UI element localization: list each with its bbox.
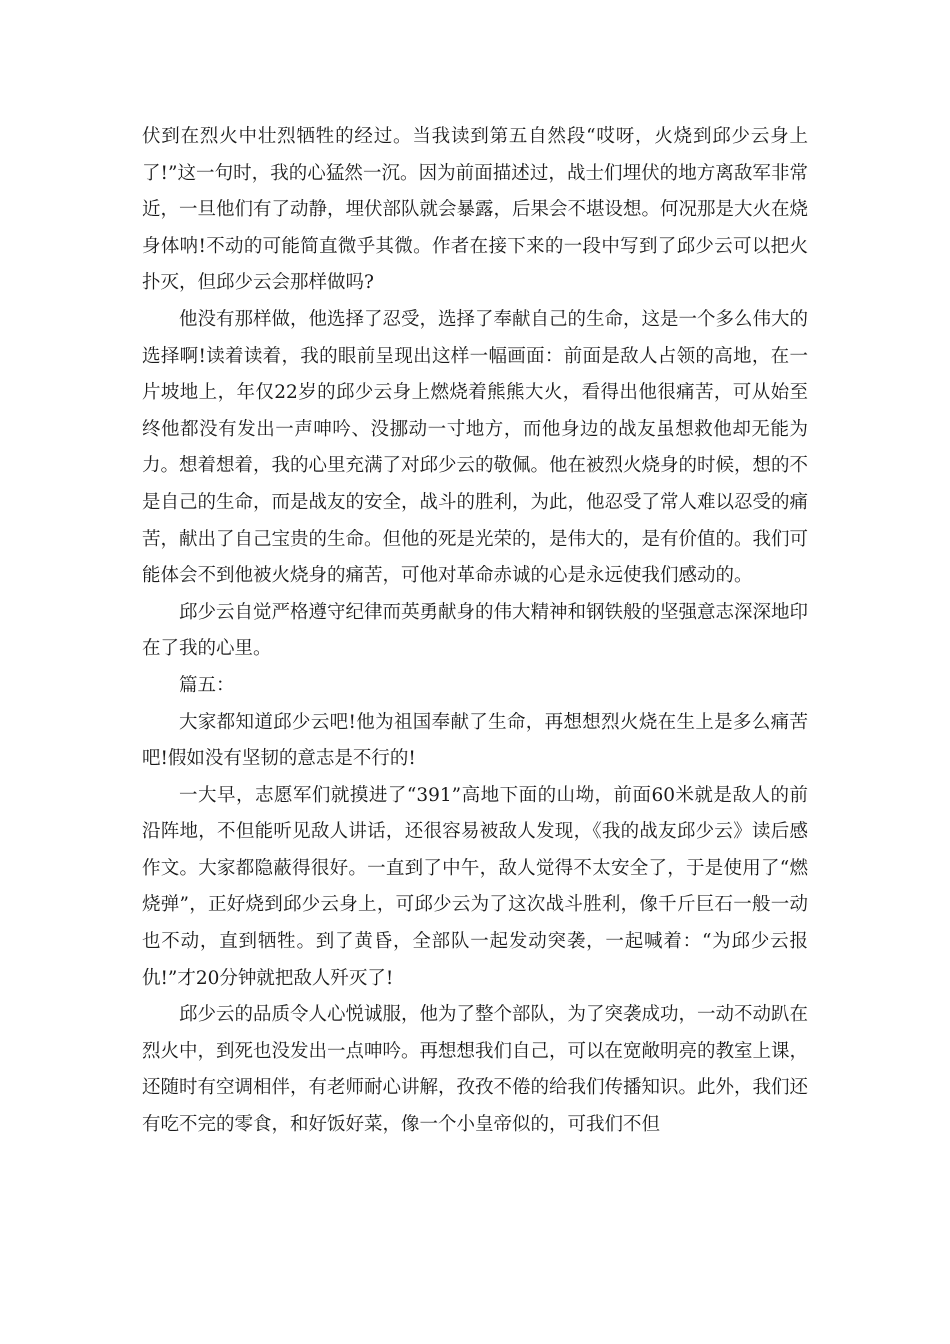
paragraph: 一大早，志愿军们就摸进了“391”高地下面的山坳，前面60米就是敌人的前沿阵地，不但能听见敌人讲话，还很容易被敌人发现，《我的战友邱少云》读后感作文。大家都隐蔽得很好。一直到了中午，敌人觉得不太安全了，于是使用了“燃烧弹”，正好烧到邱少云身上，可邱少云为了这次战斗胜利，像千斤巨石一般一动也不动，直到牺牲。到了黄昏，全部队一起发动突袭，一起喊着：“为邱少云报仇!”才20分钟就把敌人歼灭了!	[142, 784, 808, 989]
paragraph: 邱少云自觉严格遵守纪律而英勇献身的伟大精神和钢铁般的坚强意志深深地印在了我的心里。	[142, 601, 809, 660]
paragraph: 大家都知道邱少云吧!他为祖国奉献了生命，再想想烈火烧在生上是多么痛苦吧!假如没有坚韧的意志是不行的!	[142, 711, 808, 770]
paragraph-continuation: 伏到在烈火中壮烈牺牲的经过。当我读到第五自然段“哎呀，火烧到邱少云身上了!”这一句时，我的心猛然一沉。因为前面描述过，战士们埋伏的地方离敌军非常近，一旦他们有了动静，埋伏部队就会暴露，后果会不堪设想。何况那是大火在烧身体呐!不动的可能简直微乎其微。作者在接下来的一段中写到了邱少云可以把火扑灭，但邱少云会那样做吗?	[142, 126, 809, 294]
document-body	[142, 119, 808, 1144]
paragraph: 他没有那样做，他选择了忍受，选择了奉献自己的生命，这是一个多么伟大的选择啊!读着读着，我的眼前呈现出这样一幅画面：前面是敌人占领的高地，在一片坡地上，年仅22岁的邱少云身上燃烧着熊熊大火，看得出他很痛苦，可从始至终他都没有发出一声呻吟、没挪动一寸地方，而他身边的战友虽想救他却无能为力。想着想着，我的心里充满了对邱少云的敬佩。他在被烈火烧身的时候，想的不是自己的生命，而是战友的安全，战斗的胜利，为此，他忍受了常人难以忍受的痛苦，献出了自己宝贵的生命。但他的死是光荣的，是伟大的，是有价值的。我们可能体会不到他被火烧身的痛苦，可他对革命赤诚的心是永远使我们感动的。	[142, 308, 809, 587]
section-heading: 篇五：	[179, 674, 235, 696]
paragraph: 邱少云的品质令人心悦诚服，他为了整个部队，为了突袭成功，一动不动趴在烈火中，到死也没发出一点呻吟。再想想我们自己，可以在宽敞明亮的教室上课，还随时有空调相伴，有老师耐心讲解，孜孜不倦的给我们传播知识。此外，我们还有吃不完的零食，和好饭好菜，像一个小皇帝似的，可我们不但	[142, 1004, 809, 1136]
